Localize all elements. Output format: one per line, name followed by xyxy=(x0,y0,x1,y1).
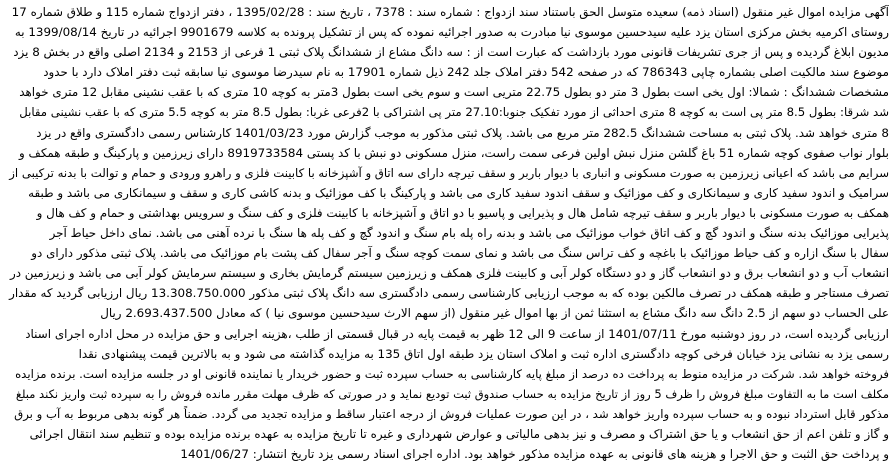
notice-line-9: سرایم می باشد که اعیانی زیرزمین به صورت مسکونی و انباری با دیوار باربر و سقف تیرچه دارای سه اتاق و آشپزخانه با کابینت فلزی و راهرو ورودی و حمام و توالت با بدنه ترکیبی از xyxy=(9,165,889,180)
notice-line-3: مدیون ابلاغ گردیده و پس از جری تشریفات قانونی مورد بازداشت که عبارت است از : سه دانگ مشاع از ششدانگ پلاک ثبتی 1 فرعی از 2153 و 2134 اصلی واقع در بخش 8 یزد xyxy=(13,45,889,60)
notice-line-22: و گاز و تلفن اعم از حق انشعاب و یا حق اشتراک و مصرف و نیز بدهی مالیاتی و عوارض شهرداری و غیره تا تاریخ مزایده به عهده برنده مزایده بوده و تنظیم سند انتقال اجرائی xyxy=(29,426,889,441)
notice-line-16: علی الحساب دو سهم از 2.5 دانگ سه دانگ مشاع به استثنا ثمن از بها اموال غیر منقول (از سهم الارث سیدحسین موسوی نیا ) که معادل 2.693.437.500 ریال xyxy=(100,306,889,321)
notice-line-1: آگهی مزایده اموال غیر منقول (اسناد ذمه) سعیده متوسل الحق باستناد سند ازدواج : شماره سند : 7378 ، تاریخ سند : 1395/02/28 ، دفتر ازدواج شماره 115 و طلاق شماره 17 xyxy=(11,5,889,19)
notice-line-7: 8 متری خواهد شد. پلاک ثبتی به مساحت ششدانگ 282.5 متر مربع می باشد. پلاک ثبتی مذکور به موجب گزارش مورد 1401/03/23 کارشناس رسمی دادگستری واقع در یزد xyxy=(36,125,889,140)
notice-line-2: روستای اکرمیه بخش مرکزی استان یزد علیه سیدحسین موسوی نیا مبادرت به صدور اجرائیه نموده که پس از تشکیل پرونده به کلاسه 9901679 اجرائیه در تاریخ 1399/08/14 به xyxy=(14,25,889,40)
notice-line-20: مکلف است ما به التفاوت مبلغ فروش را ظرف 5 روز از تاریخ مزایده به حساب صندوق ثبت تودیع نماید و در صورتی که ظرف مهلت مقرر مانده فروش را به سپرده ثبت واریز نکند مبلغ xyxy=(15,386,889,401)
notice-line-8: بلوار نواب صفوی کوچه شماره 51 باغ گلشن منزل نبش اولین فرعی سمت راست، منزل مسکونی دو نبش با کد پستی 8919733584 دارای زیرزمین و پارکینگ و طبقه همکف و xyxy=(19,145,889,160)
notice-line-23: و پرداخت حق الثبت و حق الاجرا و هزینه های قانونی به عهده مزایده مذکور خواهد بود. اداره اجرای اسناد رسمی یزد تاریخ انتشار: 1401/06/27 xyxy=(180,447,889,462)
notice-line-13: سفال با سنگ ازاره و کف حیاط موزائیک با باغچه و کف تراس سنگ می باشد و نمای سمت کوچه سنگ و آجر سفال کف پشت بام موزائیک می باشد. پلاک ثبتی مذکور دارای دو xyxy=(31,246,889,261)
notice-line-15: تصرف مستاجر و طبقه همکف در تصرف مالکین بوده که به موجب ارزیابی کارشناسی رسمی دادگستری سه دانگ پلاک ثبتی مذکور 13.308.750.000 ریال ارزیابی گردید که مقدار xyxy=(9,286,889,301)
notice-line-11: همکف به صورت مسکونی با دیوار باربر و سقف تیرچه شامل هال و پذیرایی و پاسیو با دو اتاق و آشپزخانه با کابینت فلزی و کف سنگ و سرویس بهداشتی و حمام و کف هال و xyxy=(36,205,889,220)
notice-line-12: پذیرایی موزائیک بدنه سنگ و اندود گچ و کف اتاق خواب موزائیک می باشد و بدنه راه پله بام سنگ و اندود گچ و کف پله ها سنگ با نرده آهنی می باشد. نمای داخل حیاط آجر xyxy=(49,226,889,241)
notice-line-21: مذکور قابل استرداد نبوده و به حساب سپرده واریز خواهد شد ، در این صورت عملیات فروش از درجه اعتبار ساقط و مزایده تجدید می گردد. ضمناً هر گونه بدهی مربوط به آب و برق xyxy=(14,406,889,421)
notice-line-14: انشعاب آب و دو انشعاب برق و دو انشعاب گاز و دو دستگاه کولر آبی و کابینت فلزی همکف و زیرزمین سیستم گرمایش بخاری و سیستم سرمایش کولر آبی می باشد و زیرزمین در xyxy=(9,266,889,281)
notice-line-5: مشخصات ششدانگ : شمالا: اول یخی است بطول 3 متر دو بطول 22.75 متریی است و سوم یخی است بطول 3متر به کوچه 10 متری که با عقب نشینی مقابل 12 متری خواهد xyxy=(19,85,889,100)
notice-line-4: موضوع سند مالکیت اصلی بشماره چاپی 786343 که در صفحه 542 دفتر املاک جلد 242 ذیل شماره 17901 به نام سیدرضا موسوی نیا سابقه ثبت دفتر املاک دارد با حدود xyxy=(43,65,889,80)
notice-line-19: فروخته خواهد شد. شرکت در مزایده منوط به پرداخت ده درصد از مبلغ پایه کارشناسی به حساب سپرده ثبت و حضور خریدار یا نماینده قانونی او در جلسه مزایده است. برنده مزایده xyxy=(15,366,889,381)
notice-line-18: رسمی یزد به نشانی یزد خیابان فرخی کوچه دادگستری اداره ثبت و املاک استان یزد طبقه اول اتاق 135 به مزایده گذاشته می شود و به بالاترین قیمت پیشنهادی نقدا xyxy=(78,346,889,361)
notice-line-10: سرامیک و اندود سفید کاری و سیمانکاری و کف موزائیک و سقف اندود سفید کاری می باشد و پارکینگ با کف موزائیک و بدنه کاشی کاری و سقف و سیمانکاری می باشد و طبقه xyxy=(28,185,889,200)
notice-line-17: ارزیابی گردیده است، در روز دوشنبه مورخ 1401/07/11 از ساعت 9 الی 12 ظهر به قیمت پایه در قبال قسمتی از طلب ،هزینه اجرایی و حق مزایده در محل اداره اجرای اسناد xyxy=(25,326,889,341)
notice-line-6: شد شرقا: بطول 8.5 متر پی است به کوچه 8 متری احداثی از مورد تفکیک جنوبا:27.10 متر پی اشتراکی با 2فرعی غربا: بطول 8.5 متر به کوچه 5.5 متری که با عقب نشینی مقابل xyxy=(19,105,889,120)
